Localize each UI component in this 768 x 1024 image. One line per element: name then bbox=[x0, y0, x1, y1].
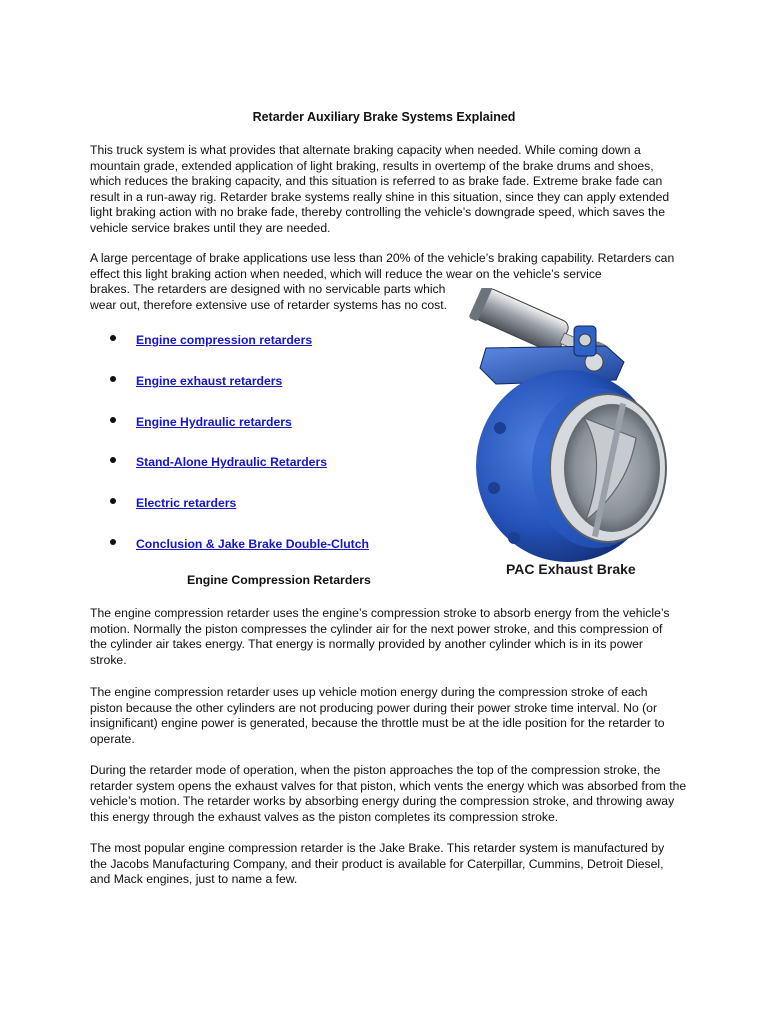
bullet-icon bbox=[110, 457, 116, 463]
link-engine-exhaust-retarders[interactable]: Engine exhaust retarders bbox=[136, 373, 283, 388]
page-title: Retarder Auxiliary Brake Systems Explained bbox=[252, 110, 516, 124]
link-engine-compression-retarders[interactable]: Engine compression retarders bbox=[136, 333, 313, 347]
bullet-icon bbox=[110, 498, 116, 504]
bullet-icon bbox=[110, 417, 116, 423]
paragraph-retarder-mode: During the retarder mode of operation, when the piston approaches the top of the compression stroke, the retarder system opens the exhaust valves for that piston, which vents the energy which was absorbed from the vehicle’s motion. The retarder works by absorbing energy during the compression stroke, and throwing away this energy through the exhaust valves as the piston completes its compression stroke. bbox=[90, 763, 687, 824]
link-stand-alone-hydraulic-retarders[interactable]: Stand-Alone Hydraulic Retarders bbox=[136, 455, 327, 470]
paragraph-intro: This truck system is what provides that alternate braking capacity when needed. While coming down a mountain grade, extended application of light braking, results in overtemp of the brake drums and shoes, which reduces the braking capacity, and this situation is referred to as brake fade. Extreme brake fade can result in a run-away rig. Retarder brake systems really shine in this situation, since they can apply extended light braking action with no brake fade, thereby controlling the vehicle’s downgrade speed, which saves the vehicle service brakes until they are needed. bbox=[90, 143, 670, 235]
paragraph-percentage-continued: brakes. The retarders are designed with no servicable parts which wear out, therefore extensive use of retarder systems has no cost. bbox=[90, 282, 447, 312]
exhaust-brake-image bbox=[456, 288, 676, 588]
section-heading: Engine Compression Retarders bbox=[187, 573, 371, 587]
bullet-icon bbox=[110, 335, 116, 341]
paragraph-motion-energy: The engine compression retarder uses up vehicle motion energy during the compression stroke of each piston because the other cylinders are not producing power during their power stroke time interval. No (or insignificant) engine power is generated, because the throttle must be at the idle position for the retarder to operate. bbox=[90, 685, 665, 746]
image-caption: PAC Exhaust Brake bbox=[506, 561, 636, 577]
paragraph-jake-brake: The most popular engine compression retarder is the Jake Brake. This retarder system is manufactured by the Jacobs Manufacturing Company, and their product is available for Caterpillar, Cummins, Detroit Diesel, and Mack engines, just to name a few. bbox=[90, 841, 665, 887]
link-engine-hydraulic-retarders[interactable]: Engine Hydraulic retarders bbox=[136, 414, 292, 429]
link-electric-retarders[interactable]: Electric retarders bbox=[136, 496, 237, 511]
paragraph-compression-stroke: The engine compression retarder uses the engine’s compression stroke to absorb energy from the vehicle’s motion. Normally the piston compresses the cylinder air for the next power stroke, and this compression of the cylinder air takes energy. That energy is normally provided by another cylinder which is in its power stroke. bbox=[90, 606, 670, 667]
link-conclusion-jake-brake[interactable]: Conclusion & Jake Brake Double-Clutch bbox=[136, 536, 369, 551]
paragraph-percentage: A large percentage of brake applications use less than 20% of the vehicle’s braking capability. Retarders can effect this light braking action when needed, which will reduce the wear on the vehicle’s service bbox=[90, 251, 675, 281]
bullet-icon bbox=[110, 539, 116, 545]
bullet-icon bbox=[110, 376, 116, 382]
